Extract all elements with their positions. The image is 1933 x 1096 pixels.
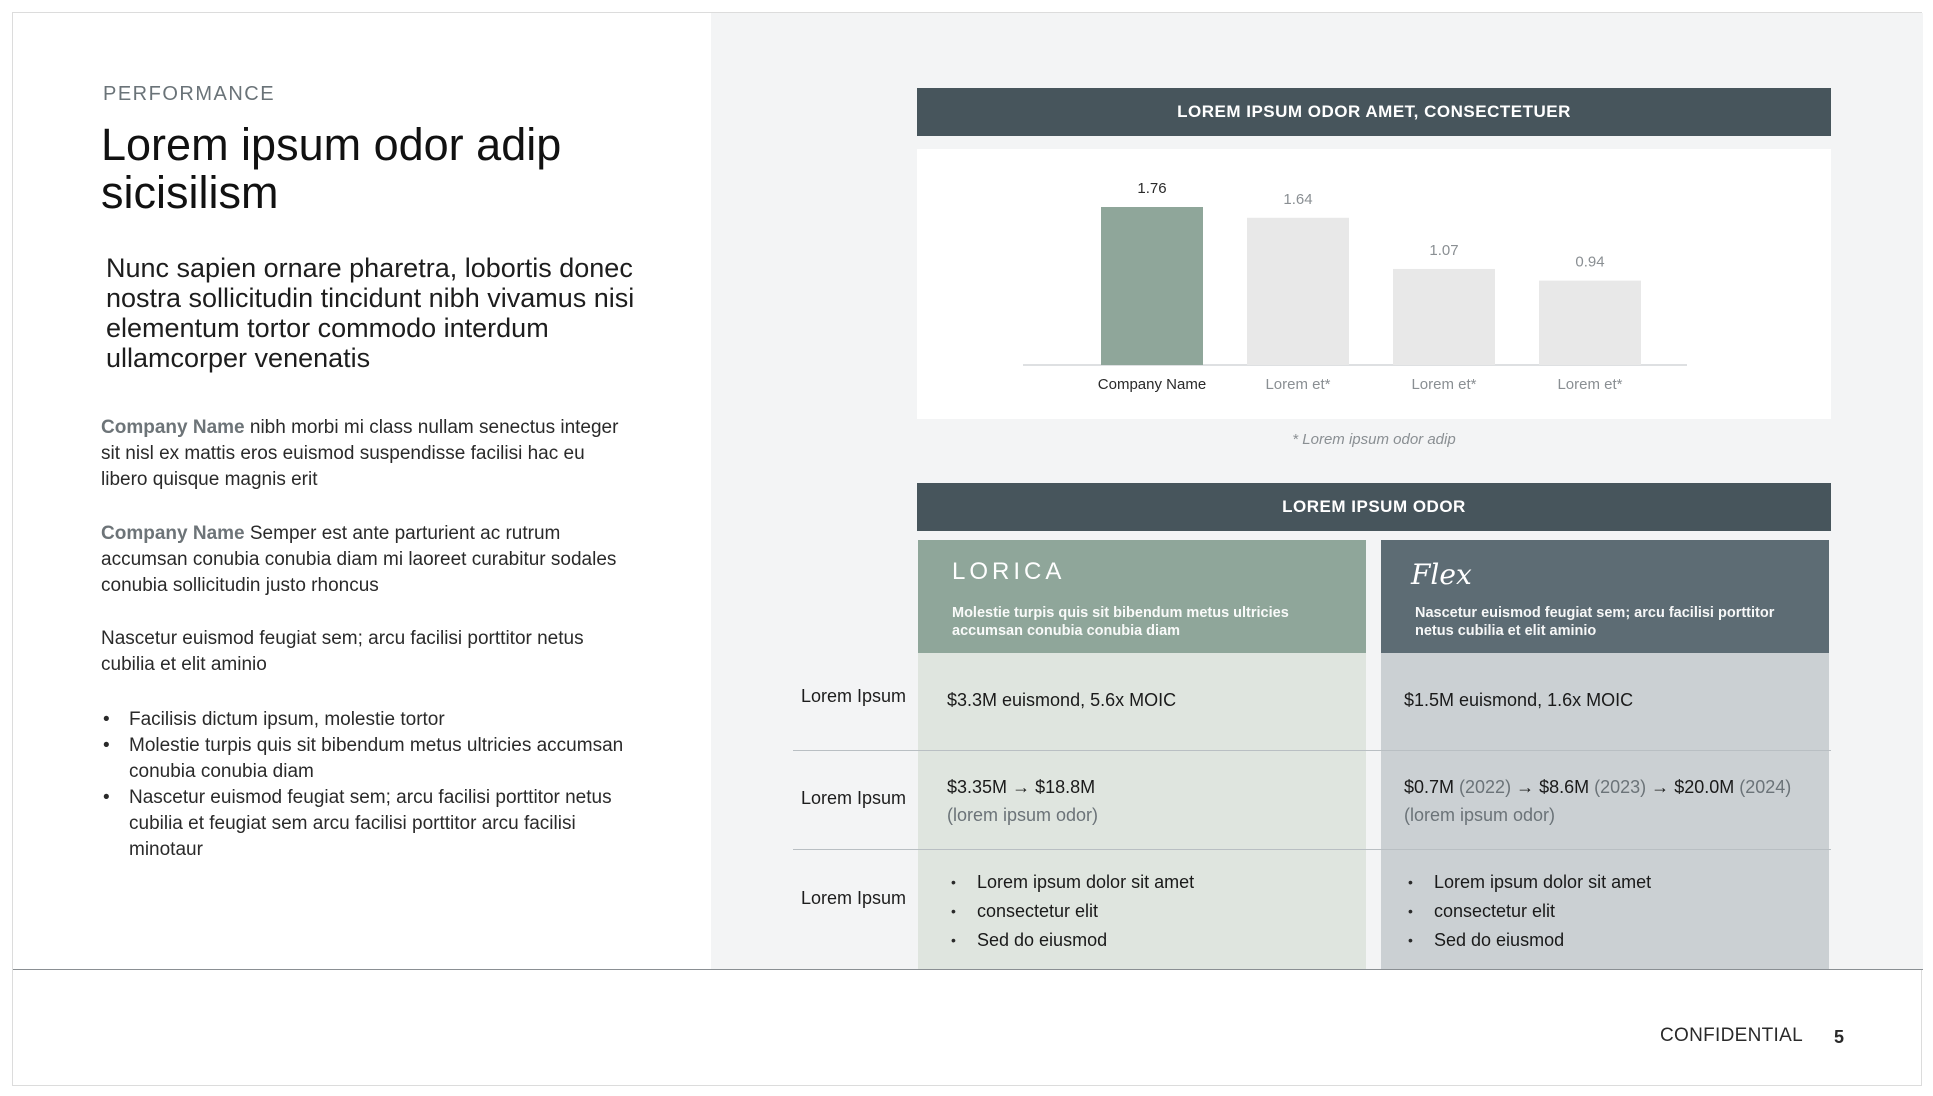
chart-bar bbox=[1539, 281, 1641, 365]
paragraph-3: Nascetur euismod feugiat sem; arcu facilisi porttitor netus cubilia et elit aminio bbox=[101, 628, 584, 675]
lorica-row3-cell bbox=[947, 868, 1194, 955]
year-label: (2024) bbox=[1734, 777, 1792, 797]
chart-header: LOREM IPSUM ODOR AMET, CONSECTETUER bbox=[917, 88, 1831, 136]
list-item: • Molestie turpis quis sit bibendum metus ultricies accumsan conubia conubia diam bbox=[101, 733, 631, 785]
category-label: Company Name bbox=[1097, 376, 1207, 393]
category-label: Lorem et* bbox=[1411, 376, 1477, 393]
row-divider bbox=[793, 750, 1831, 751]
company-paragraph-2 bbox=[101, 521, 621, 599]
year-label: (2023) bbox=[1589, 777, 1647, 797]
chart-bar bbox=[1393, 269, 1495, 365]
row-label: Lorem Ipsum bbox=[801, 686, 907, 706]
arrow-right-icon: → bbox=[1646, 777, 1675, 797]
company-name-label: Company Name bbox=[101, 523, 245, 544]
chart-card bbox=[917, 149, 1831, 419]
category-label: Lorem et* bbox=[1265, 376, 1331, 393]
row-label: Lorem Ipsum bbox=[801, 888, 907, 908]
lede-paragraph: Nunc sapien ornare pharetra, lobortis donec nostra sollicitudin tincidunt nibh vivamus nisi elementum tortor commodo interdum ullamcorper venenatis bbox=[106, 253, 635, 373]
company-paragraph-1 bbox=[101, 415, 621, 493]
value: $8.6M bbox=[1539, 777, 1590, 797]
arrow-right-icon: → bbox=[1012, 777, 1031, 797]
footer-divider bbox=[13, 969, 1923, 970]
lorica-logo: LORICA bbox=[952, 558, 1066, 585]
column-description: Molestie turpis quis sit bibendum metus ultricies accumsan conubia conubia diam bbox=[952, 605, 1289, 639]
list-item: • Sed do eiusmod bbox=[1404, 926, 1651, 955]
list-item: • Facilisis dictum ipsum, molestie tortor bbox=[101, 707, 631, 733]
column-description: Nascetur euismod feugiat sem; arcu facilisi porttitor netus cubilia et elit aminio bbox=[1415, 605, 1775, 639]
slide bbox=[12, 12, 1922, 1086]
value: $3.35M bbox=[947, 777, 1008, 797]
flex-row3-cell bbox=[1404, 868, 1651, 955]
lorica-row1-cell: $3.3M euismond, 5.6x MOIC bbox=[947, 690, 1177, 710]
year-label: (2022) bbox=[1454, 777, 1512, 797]
arrow-right-icon: → bbox=[1511, 777, 1540, 797]
chart-footnote: * Lorem ipsum odor adip bbox=[1292, 431, 1456, 448]
bar-value-label: 1.07 bbox=[1429, 241, 1459, 259]
confidential-label: CONFIDENTIAL bbox=[1660, 1025, 1803, 1046]
page-title: Lorem ipsum odor adip sicisilism bbox=[101, 119, 562, 218]
flex-row2-cell bbox=[1404, 773, 1791, 829]
lorica-row2-cell bbox=[947, 773, 1098, 829]
cell-note: (lorem ipsum odor) bbox=[1404, 805, 1556, 825]
cell-note: (lorem ipsum odor) bbox=[947, 805, 1099, 825]
section-eyebrow: PERFORMANCE bbox=[103, 83, 276, 105]
bar-chart bbox=[917, 149, 1831, 419]
value: $20.0M bbox=[1674, 777, 1735, 797]
paragraph-text: nibh morbi mi class nullam senectus integer sit nisl ex mattis eros euismod suspendisse facilisi hac eu libero quisque magnis erit bbox=[101, 417, 619, 490]
list-item: • consectetur elit bbox=[947, 897, 1194, 926]
list-item: • Sed do eiusmod bbox=[947, 926, 1194, 955]
list-item: • Lorem ipsum dolor sit amet bbox=[1404, 868, 1651, 897]
list-item: • Nascetur euismod feugiat sem; arcu facilisi porttitor netus cubilia et feugiat sem arcu facilisi porttitor arcu facilisi minotaur bbox=[101, 785, 631, 863]
bar-value-label: 1.76 bbox=[1137, 180, 1167, 197]
table-header: LOREM IPSUM ODOR bbox=[917, 483, 1831, 531]
company-name-label: Company Name bbox=[101, 417, 245, 438]
paragraph-text: Semper est ante parturient ac rutrum accumsan conubia conubia diam mi laoreet curabitur sodales conubia sollicitudin justo rhoncus bbox=[101, 523, 617, 596]
bullet-list bbox=[101, 707, 631, 863]
list-item: • consectetur elit bbox=[1404, 897, 1651, 926]
list-item: • Lorem ipsum dolor sit amet bbox=[947, 868, 1194, 897]
category-label: Lorem et* bbox=[1557, 376, 1623, 393]
bar-value-label: 1.64 bbox=[1283, 190, 1313, 208]
bar-value-label: 0.94 bbox=[1575, 253, 1605, 271]
flex-logo: Flex bbox=[1411, 558, 1472, 591]
row-divider bbox=[793, 849, 1831, 850]
column-header-lorica bbox=[918, 540, 1366, 653]
value: $18.8M bbox=[1035, 777, 1096, 797]
chart-bar bbox=[1247, 218, 1349, 365]
value: $0.7M bbox=[1404, 777, 1455, 797]
row-label: Lorem Ipsum bbox=[801, 788, 907, 808]
flex-row1-cell: $1.5M euismond, 1.6x MOIC bbox=[1404, 690, 1634, 710]
column-header-flex bbox=[1381, 540, 1829, 653]
page-number: 5 bbox=[1834, 1027, 1845, 1047]
chart-bar bbox=[1101, 207, 1203, 365]
